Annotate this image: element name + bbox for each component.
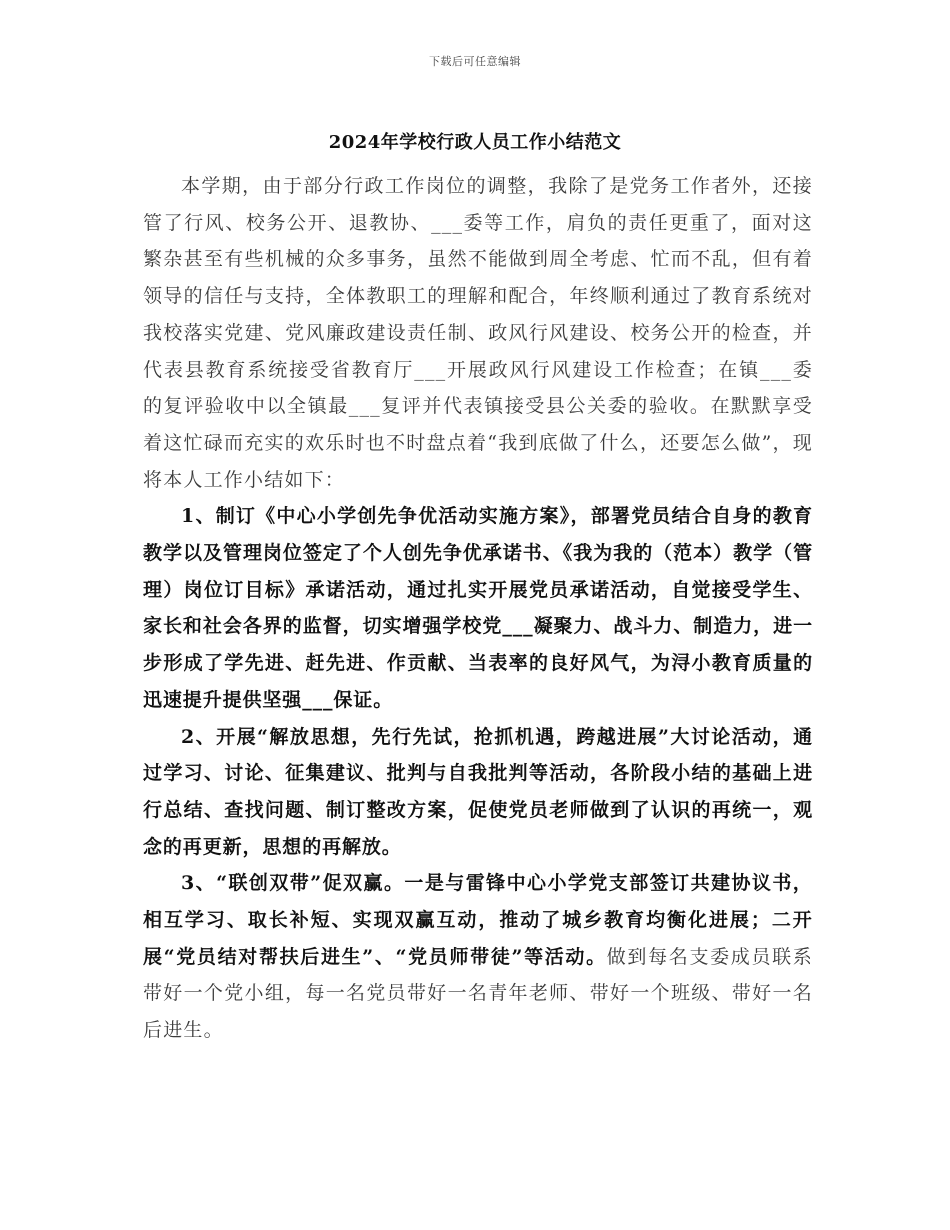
document-body <box>143 168 813 1049</box>
paragraph-item-3-bold-text: 3、“联创双带”促双赢。一是与雷锋中心小学党支部签订共建协议书，相互学习、取长补短、实现双赢互动，推动了城乡教育均衡化进展；二开展“党员结对帮扶后进生”、“党员师带徒”等活动。 <box>143 872 813 968</box>
paragraph-item-2: 2、开展“解放思想，先行先试，抢抓机遇，跨越进展”大讨论活动，通过学习、讨论、征集建议、批判与自我批判等活动，各阶段小结的基础上进行总结、查找问题、制订整改方案，促使党员老师做到了认识的再统一，观念的再更新，思想的再解放。 <box>143 725 813 858</box>
paragraph-item-3 <box>143 865 813 1049</box>
paragraph-intro: 本学期，由于部分行政工作岗位的调整，我除了是党务工作者外，还接管了行风、校务公开、退教协、___委等工作，肩负的责任更重了，面对这繁杂甚至有些机械的众多事务，虽然不能做到周全考虑、忙而不乱，但有着领导的信任与支持，全体教职工的理解和配合，年终顺利通过了教育系统对我校落实党建、党风廉政建设责任制、政风行风建设、校务公开的检查，并代表县教育系统接受省教育厅___开展政风行风建设工作检查；在镇___委的复评验收中以全镇最___复评并代表镇接受县公关委的验收。在默默享受着这忙碌而充实的欢乐时也不时盘点着“我到底做了什么，还要怎么做”，现将本人工作小结如下： <box>143 175 813 491</box>
document-title: 2024年学校行政人员工作小结范文 <box>328 132 622 153</box>
header-note: 下载后可任意编辑 <box>429 55 521 68</box>
paragraph-item-3-normal-text: 做到每名支委成员联系带好一个党小组，每一名党员带好一名青年老师、带好一个班级、带好一名后进生。 <box>143 945 813 1042</box>
paragraph-item-1: 1、制订《中心小学创先争优活动实施方案》，部署党员结合自身的教育教学以及管理岗位签定了个人创先争优承诺书、《我为我的（范本）教学（管理）岗位订目标》承诺活动，通过扎实开展党员承诺活动，自觉接受学生、家长和社会各界的监督，切实增强学校党___凝聚力、战斗力、制造力，进一步形成了学先进、赶先进、作贡献、当表率的良好风气，为浔小教育质量的迅速提升提供坚强___保证。 <box>143 505 813 711</box>
